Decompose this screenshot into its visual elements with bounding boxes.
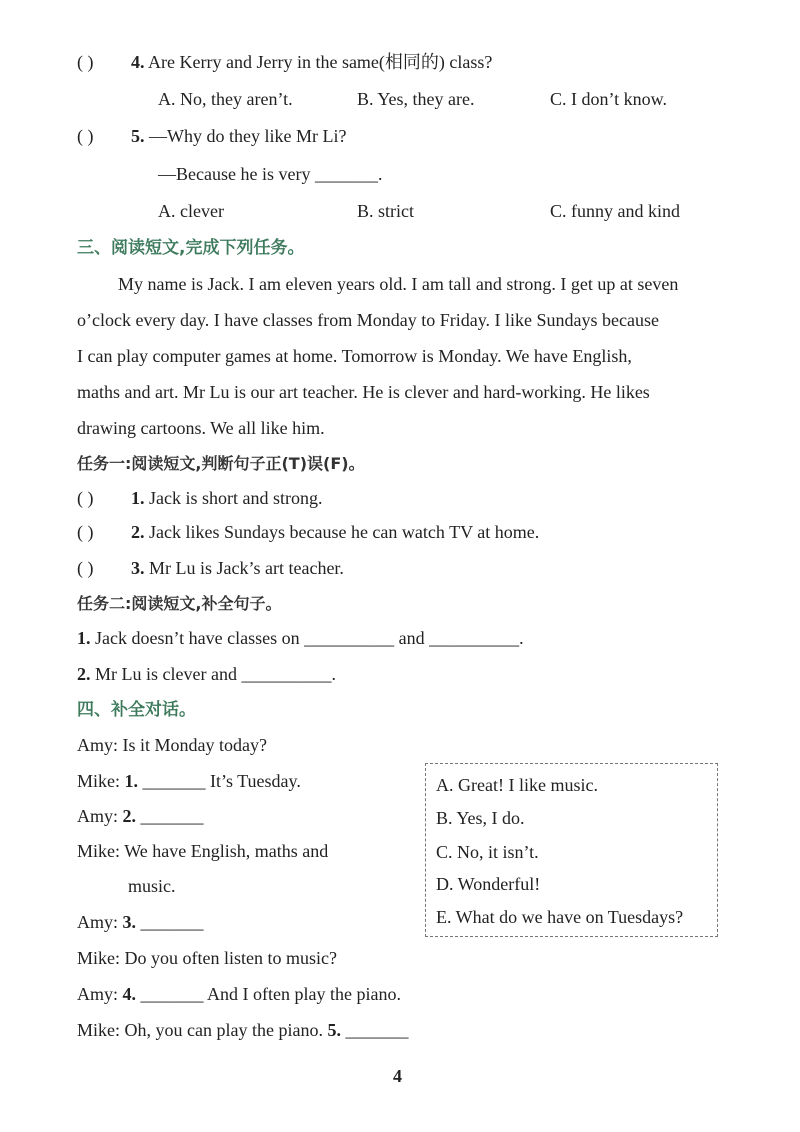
option-b: B. strict [357, 201, 414, 221]
answer-blank[interactable]: ( ) [77, 488, 94, 508]
section-heading-3: 三、阅读短文,完成下列任务。 [77, 238, 305, 258]
choice: D. Wonderful! [436, 874, 541, 894]
dialogue-line: music. [128, 876, 176, 896]
dialogue-line: Mike: We have English, maths and [77, 841, 329, 861]
tf-item: ( ) 2. Jack likes Sundays because he can watch TV at home. [77, 522, 540, 542]
dialogue-line: Mike: Do you often listen to music? [77, 948, 337, 968]
answer-blank[interactable]: ( ) [77, 522, 94, 542]
passage-line: My name is Jack. I am eleven years old. I am tall and strong. I get up at seven [118, 274, 679, 294]
task-1-heading: 任务一:阅读短文,判断句子正(T)误(F)。 [77, 454, 365, 473]
question-4: ( ) 4. Are Kerry and Jerry in the same(相同的) class? [77, 52, 493, 72]
answer-blank[interactable]: ( ) [77, 558, 94, 578]
passage-line: drawing cartoons. We all like him. [77, 418, 325, 438]
dialogue-line: Amy: Is it Monday today? [77, 735, 267, 755]
question-5-response: —Because he is very _______. [158, 164, 383, 184]
passage-line: I can play computer games at home. Tomorrow is Monday. We have English, [77, 346, 632, 366]
dialogue-line: Amy: 3. _______ [77, 912, 204, 932]
option-c: C. funny and kind [550, 201, 680, 221]
choice: B. Yes, I do. [436, 808, 525, 828]
fill-item: 2. Mr Lu is clever and __________. [77, 664, 336, 684]
task-2-heading: 任务二:阅读短文,补全句子。 [77, 594, 282, 613]
option-c: C. I don’t know. [550, 89, 667, 109]
choice: A. Great! I like music. [436, 775, 598, 795]
option-b: B. Yes, they are. [357, 89, 475, 109]
dialogue-line: Mike: 1. _______ It’s Tuesday. [77, 771, 301, 791]
answer-blank[interactable]: ( ) [77, 52, 94, 72]
answer-blank[interactable]: ( ) [77, 126, 94, 146]
section-heading-4: 四、补全对话。 [77, 700, 196, 720]
tf-item: ( ) 1. Jack is short and strong. [77, 488, 323, 508]
fill-item: 1. Jack doesn’t have classes on __________ and __________. [77, 628, 524, 648]
passage-line: o’clock every day. I have classes from Monday to Friday. I like Sundays because [77, 310, 659, 330]
page-number: 4 [393, 1066, 402, 1086]
dialogue-line: Amy: 4. _______ And I often play the piano. [77, 984, 401, 1004]
choice: E. What do we have on Tuesdays? [436, 907, 684, 927]
choices-box [425, 763, 718, 937]
option-a: A. clever [158, 201, 224, 221]
tf-item: ( ) 3. Mr Lu is Jack’s art teacher. [77, 558, 344, 578]
dialogue-line: Amy: 2. _______ [77, 806, 204, 826]
choice: C. No, it isn’t. [436, 842, 539, 862]
question-5: ( ) 5. —Why do they like Mr Li? [77, 126, 347, 146]
passage-line: maths and art. Mr Lu is our art teacher. He is clever and hard-working. He likes [77, 382, 650, 402]
dialogue-line: Mike: Oh, you can play the piano. 5. _______ [77, 1020, 409, 1040]
option-a: A. No, they aren’t. [158, 89, 293, 109]
